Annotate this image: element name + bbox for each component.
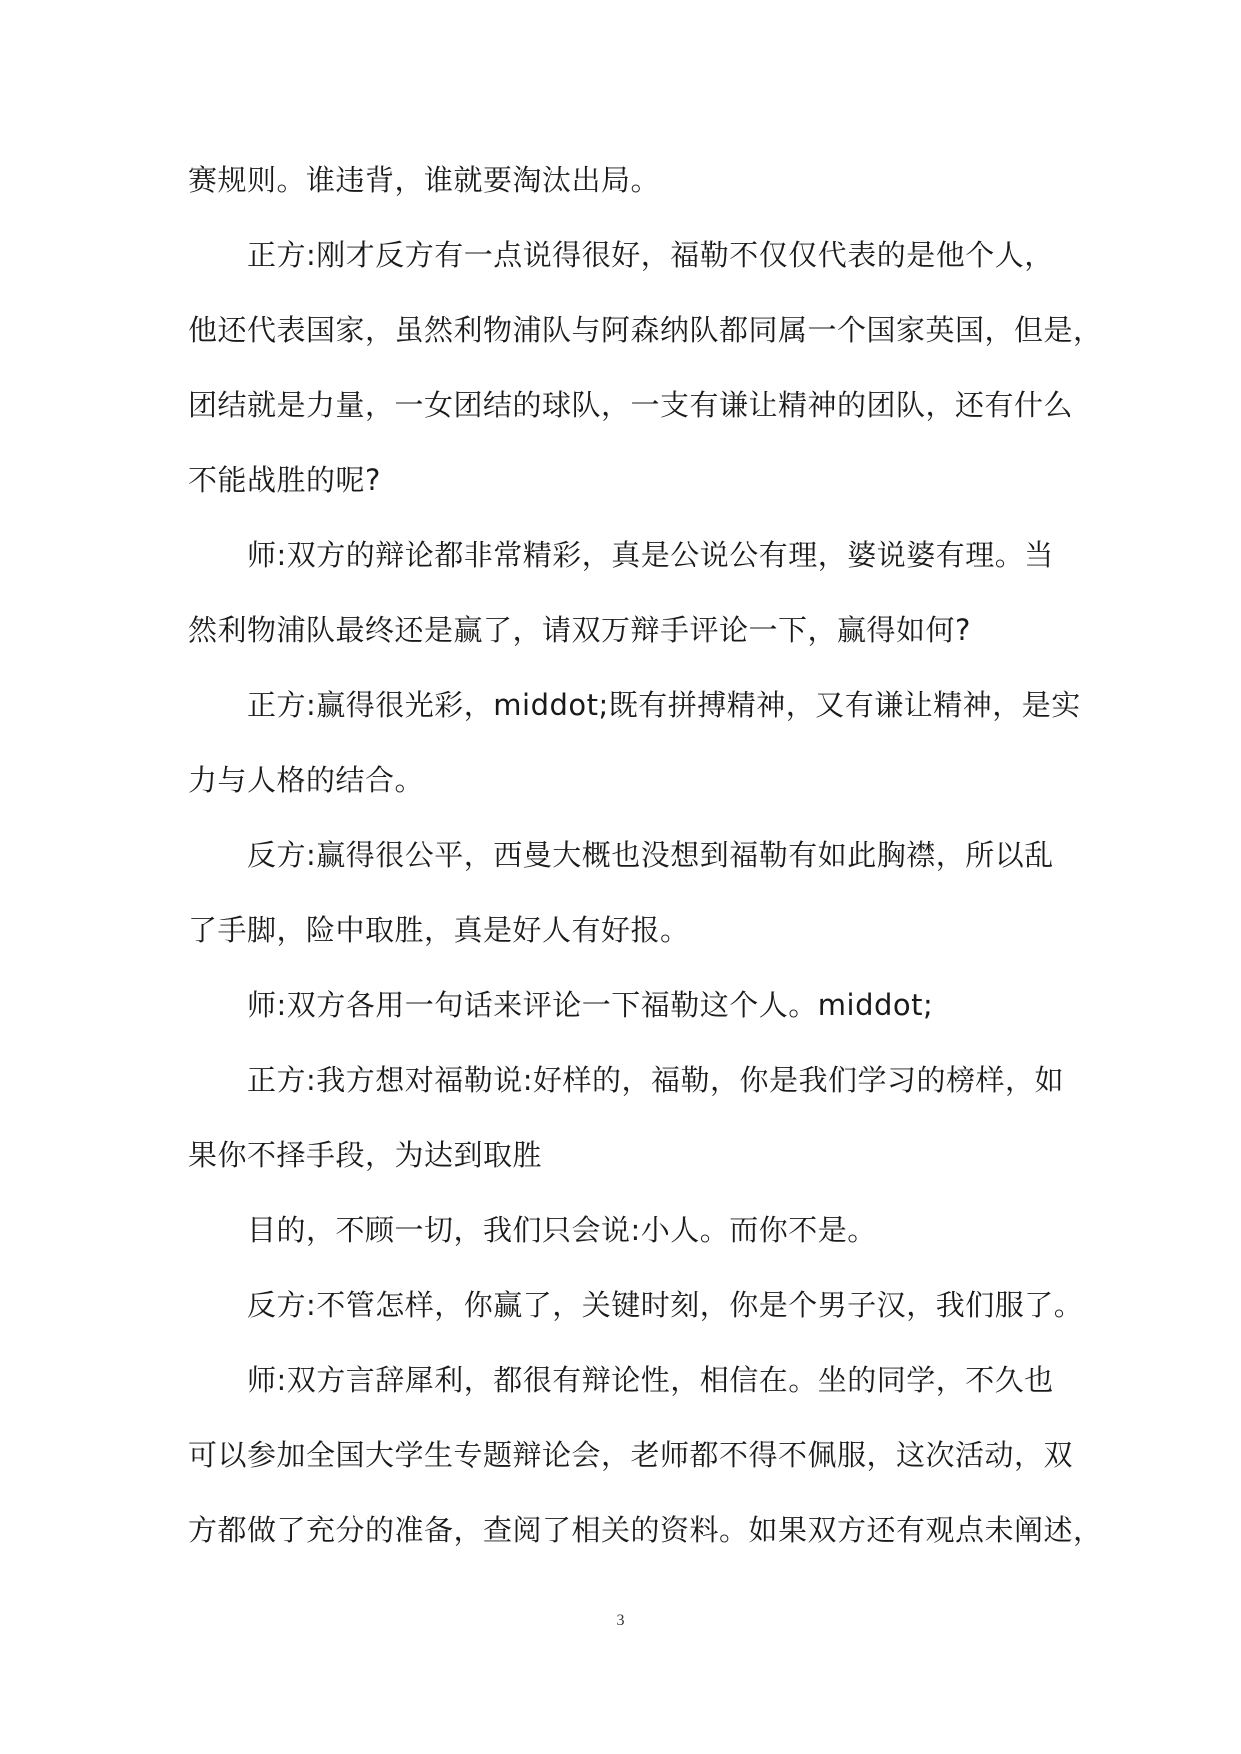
text-line-3: 他还代表国家，虽然利物浦队与阿森纳队都同属一个国家英国，但是， [188,313,1103,347]
text-line-8: 正方:赢得很光彩，middot;既有拼搏精神，又有谦让精神，是实 [247,688,1081,722]
text-line-16: 反方:不管怎样，你赢了，关键时刻，你是个男子汉，我们服了。 [247,1288,1084,1322]
text-line-18: 可以参加全国大学生专题辩论会，老师都不得不佩服，这次活动，双 [188,1438,1074,1472]
text-line-11: 了手脚，险中取胜，真是好人有好报。 [188,913,690,947]
text-line-5: 不能战胜的呢? [188,463,381,497]
text-line-4: 团结就是力量，一女团结的球队，一支有谦让精神的团队，还有什么 [188,388,1074,422]
text-line-6: 师:双方的辩论都非常精彩，真是公说公有理，婆说婆有理。当 [247,538,1054,572]
text-line-13: 正方:我方想对福勒说:好样的，福勒，你是我们学习的榜样，如 [247,1063,1065,1097]
text-line-12: 师:双方各用一句话来评论一下福勒这个人。middot; [247,988,934,1022]
text-line-14: 果你不择手段，为达到取胜 [188,1138,543,1172]
text-line-7: 然利物浦队最终还是赢了，请双万辩手评论一下，赢得如何? [188,613,971,647]
text-line-9: 力与人格的结合。 [188,763,425,797]
page-number: 3 [616,1612,625,1629]
document-body [188,143,1103,1568]
text-line-10: 反方:赢得很公平，西曼大概也没想到福勒有如此胸襟，所以乱 [247,838,1054,872]
text-line-1: 赛规则。谁违背，谁就要淘汰出局。 [188,163,661,197]
text-line-19: 方都做了充分的准备，查阅了相关的资料。如果双方还有观点未阐述， [188,1513,1103,1547]
text-line-17: 师:双方言辞犀利，都很有辩论性，相信在。坐的同学，不久也 [247,1363,1054,1397]
text-line-2: 正方:刚才反方有一点说得很好，福勒不仅仅代表的是他个人， [247,238,1054,272]
text-line-15: 目的，不顾一切，我们只会说:小人。而你不是。 [247,1213,877,1247]
